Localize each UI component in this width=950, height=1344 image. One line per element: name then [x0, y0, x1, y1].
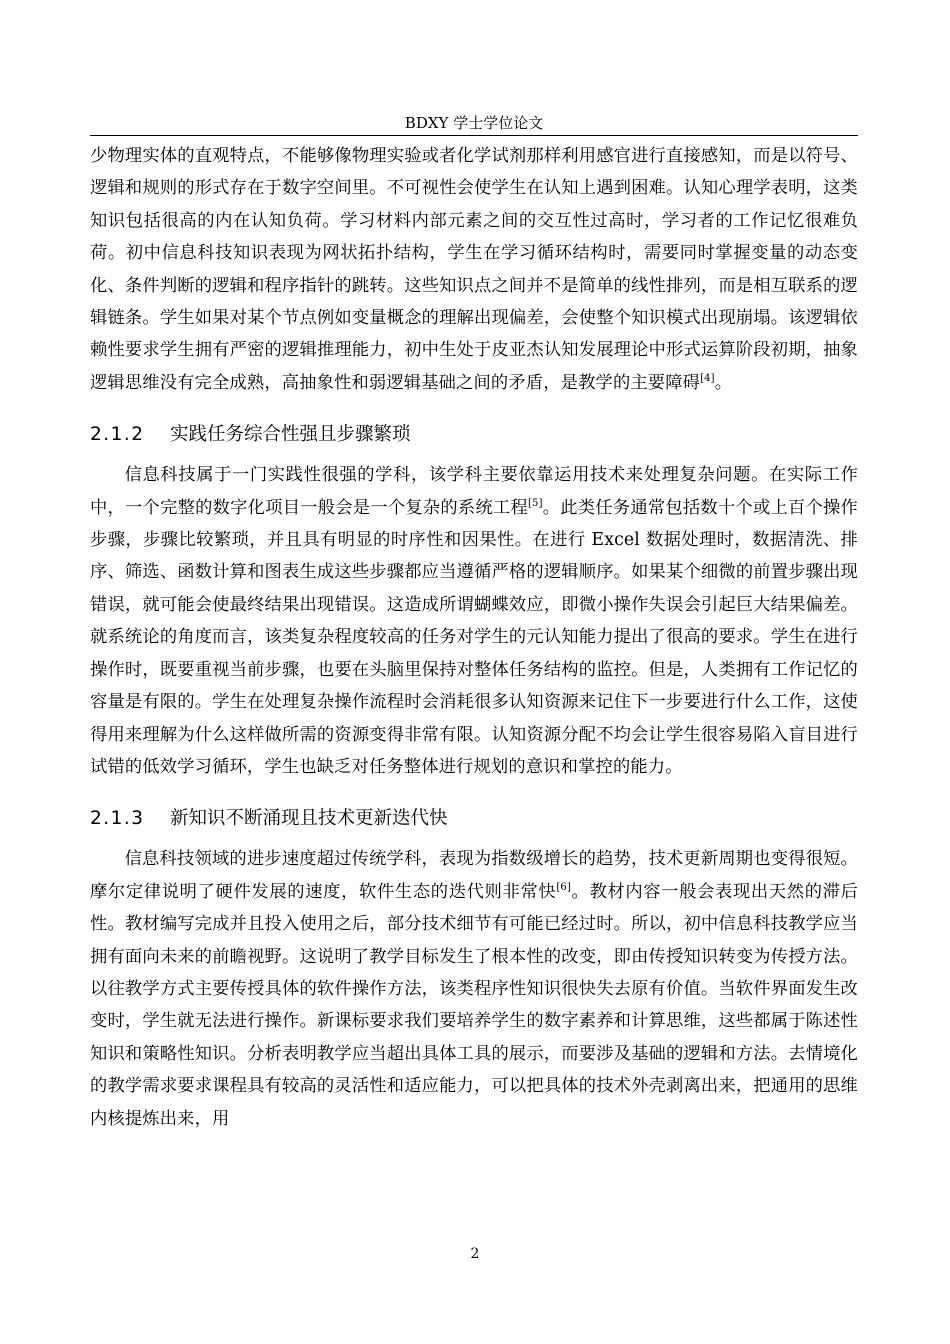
citation-ref: [5]: [528, 497, 543, 509]
running-header: BDXY 学士学位论文: [404, 114, 544, 132]
section-number: 2.1.3: [90, 808, 145, 830]
paragraph-continued: [90, 140, 858, 399]
paragraph-text: 信息科技领域的进步速度超过传统学科，表现为指数级增长的趋势，技术更新周期也变得很短。摩尔定律说明了硬件发展的速度，软件生态的迭代则非常快: [90, 849, 858, 902]
paragraph-2-1-2: [90, 459, 858, 783]
citation-ref: [6]: [556, 881, 571, 893]
header-rule: [90, 135, 858, 136]
paragraph-text: 少物理实体的直观特点，不能够像物理实验或者化学试剂那样利用感官进行直接感知，而是以符号、逻辑和规则的形式存在于数字空间里。不可视性会使学生在认知上遇到困难。认知心理学表明，这类知识包括很高的内在认知负荷。学习材料内部元素之间的交互性过高时，学习者的工作记忆很难负荷。初中信息科技知识表现为网状拓扑结构，学生在学习循环结构时，需要同时掌握变量的动态变化、条件判断的逻辑和程序指针的跳转。这些知识点之间并不是简单的线性排列，而是相互联系的逻辑链条。学生如果对某个节点例如变量概念的理解出现偏差，会使整个知识模式出现崩塌。该逻辑依赖性要求学生拥有严密的逻辑推理能力，初中生处于皮亚杰认知发展理论中形式运算阶段初期，抽象逻辑思维没有完全成熟，高抽象性和弱逻辑基础之间的矛盾，是教学的主要障碍: [90, 146, 858, 393]
paragraph-text: 信息科技属于一门实践性很强的学科，该学科主要依靠运用技术来处理复杂问题。在实际工作中，一个完整的数字化项目一般会是一个复杂的系统工程: [90, 465, 858, 518]
paragraph-2-1-3: [90, 843, 858, 1135]
section-heading-2-1-3: [90, 803, 858, 835]
page-number: 2: [470, 1246, 480, 1262]
section-title: 新知识不断涌现且技术更新迭代快: [170, 808, 448, 830]
paragraph-text: 。此类任务通常包括数十个或上百个操作步骤，步骤比较繁琐，并且具有明显的时序性和因果性。在进行 Excel 数据处理时，数据清洗、排序、筛选、函数计算和图表生成这些步骤都应当遵循严格的逻辑顺序。如果某个细微的前置步骤出现错误，就可能会使最终结果出现错误。这造成所谓蝴蝶效应，即微小操作失误会引起巨大结果偏差。就系统论的角度而言，该类复杂程度较高的任务对学生的元认知能力提出了很高的要求。学生在进行操作时，既要重视当前步骤，也要在头脑里保持对整体任务结构的监控。但是，人类拥有工作记忆的容量是有限的。学生在处理复杂操作流程时会消耗很多认知资源来记住下一步要进行什么工作，这使得用来理解为什么这样做所需的资源变得非常有限。认知资源分配不均会让学生很容易陷入盲目进行试错的低效学习循环，学生也缺乏对任务整体进行规划的意识和掌控的能力。: [90, 497, 858, 777]
paragraph-text: 。教材内容一般会表现出天然的滞后性。教材编写完成并且投入使用之后，部分技术细节有可能已经过时。所以，初中信息科技教学应当拥有面向未来的前瞻视野。这说明了教学目标发生了根本性的改变，即由传授知识转变为传授方法。以往教学方式主要传授具体的软件操作方法，该类程序性知识很快失去原有价值。当软件界面发生改变时，学生就无法进行操作。新课标要求我们要培养学生的数字素养和计算思维，这些都属于陈述性知识和策略性知识。分析表明教学应当超出具体工具的展示，而要涉及基础的逻辑和方法。去情境化的教学需求要求课程具有较高的灵活性和适应能力，可以把具体的技术外壳剥离出来，把通用的思维内核提炼出来，用: [90, 881, 858, 1129]
section-heading-2-1-2: [90, 419, 858, 451]
paragraph-tail: 。: [714, 372, 733, 393]
section-title: 实践任务综合性强且步骤繁琐: [170, 424, 411, 446]
section-number: 2.1.2: [90, 424, 145, 446]
citation-ref: [4]: [700, 372, 715, 384]
page-body: [90, 140, 858, 1135]
